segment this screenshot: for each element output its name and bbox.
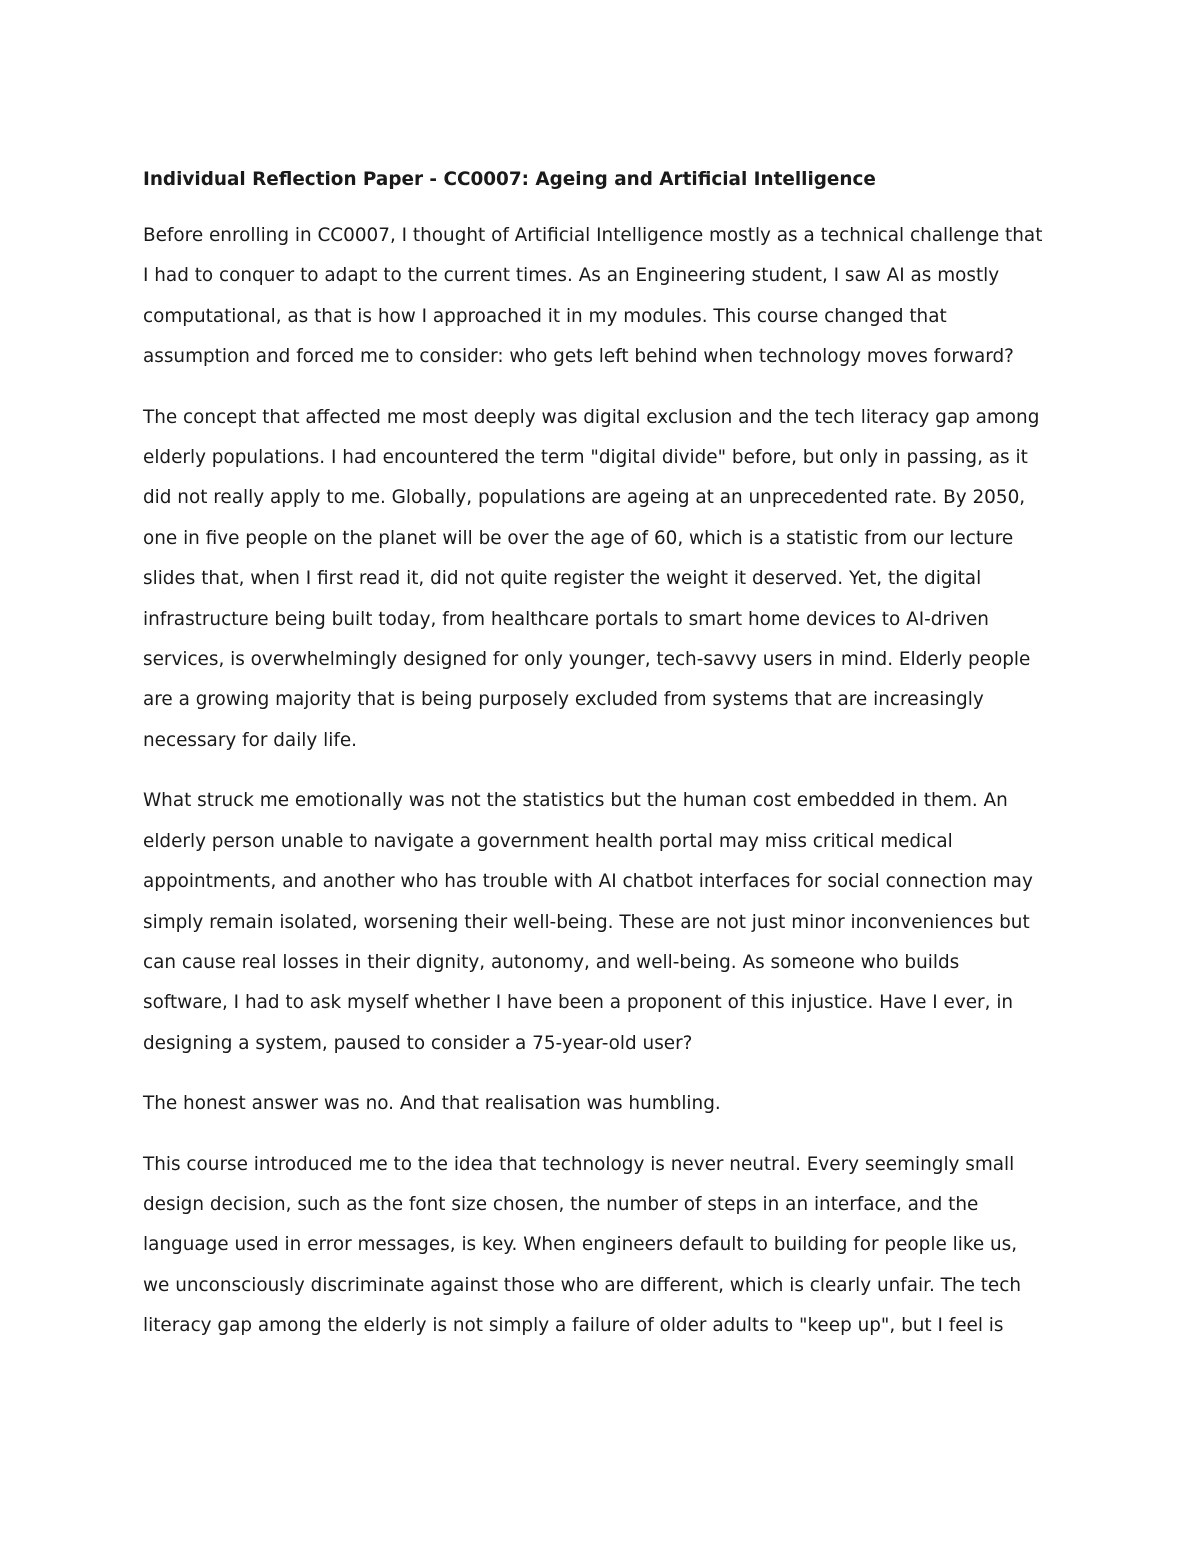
paragraph-line: designing a system, paused to consider a 75-year-old user? bbox=[143, 1032, 693, 1054]
paragraph-1 bbox=[143, 216, 1073, 378]
paragraph-line: The honest answer was no. And that realisation was humbling. bbox=[143, 1093, 721, 1115]
paragraph-line: computational, as that is how I approached it in my modules. This course changed that bbox=[143, 305, 947, 327]
paragraph-2 bbox=[143, 398, 1073, 762]
paragraph-line: appointments, and another who has trouble with AI chatbot interfaces for social connection may bbox=[143, 871, 1033, 893]
paragraph-line: What struck me emotionally was not the statistics but the human cost embedded in them. An bbox=[143, 790, 1008, 812]
paragraph-line: one in five people on the planet will be over the age of 60, which is a statistic from our lecture bbox=[143, 527, 1014, 549]
paragraph-line: design decision, such as the font size chosen, the number of steps in an interface, and the bbox=[143, 1193, 979, 1215]
paragraph-line: necessary for daily life. bbox=[143, 729, 357, 751]
paragraph-line: infrastructure being built today, from healthcare portals to smart home devices to AI-driven bbox=[143, 608, 989, 630]
document-title: Individual Reflection Paper - CC0007: Ageing and Artificial Intelligence bbox=[143, 169, 876, 190]
paragraph-line: The concept that affected me most deeply was digital exclusion and the tech literacy gap among bbox=[143, 406, 1040, 428]
paragraph-line: software, I had to ask myself whether I have been a proponent of this injustice. Have I ever, in bbox=[143, 992, 1014, 1014]
paragraph-line: I had to conquer to adapt to the current times. As an Engineering student, I saw AI as mostly bbox=[143, 265, 1000, 287]
paragraph-line: elderly person unable to navigate a government health portal may miss critical medical bbox=[143, 830, 953, 852]
paragraph-line: are a growing majority that is being purposely excluded from systems that are increasingly bbox=[143, 689, 984, 711]
paragraph-line: can cause real losses in their dignity, autonomy, and well-being. As someone who builds bbox=[143, 951, 960, 973]
paragraph-line: did not really apply to me. Globally, populations are ageing at an unprecedented rate. By 2050, bbox=[143, 487, 1026, 509]
paragraph-line: assumption and forced me to consider: who gets left behind when technology moves forward? bbox=[143, 346, 1014, 368]
paragraph-line: Before enrolling in CC0007, I thought of Artificial Intelligence mostly as a technical challenge that bbox=[143, 225, 1043, 246]
paragraph-line: language used in error messages, is key. When engineers default to building for people like us, bbox=[143, 1234, 1018, 1256]
paragraph-line: services, is overwhelmingly designed for only younger, tech-savvy users in mind. Elderly people bbox=[143, 649, 1031, 671]
paragraph-line: simply remain isolated, worsening their well-being. These are not just minor inconveniences but bbox=[143, 911, 1030, 933]
paragraph-line: slides that, when I first read it, did not quite register the weight it deserved. Yet, the digital bbox=[143, 568, 982, 590]
document-body bbox=[143, 164, 1073, 1367]
paragraph-line: literacy gap among the elderly is not simply a failure of older adults to "keep up", but I feel is bbox=[143, 1315, 1004, 1337]
paragraph-5 bbox=[143, 1145, 1073, 1347]
paragraph-3 bbox=[143, 781, 1073, 1064]
paragraph-line: elderly populations. I had encountered the term "digital divide" before, but only in passing, as it bbox=[143, 447, 1028, 469]
paragraph-4 bbox=[143, 1084, 1073, 1124]
paragraph-line: we unconsciously discriminate against those who are different, which is clearly unfair. The tech bbox=[143, 1274, 1022, 1296]
paragraph-line: This course introduced me to the idea that technology is never neutral. Every seemingly small bbox=[143, 1153, 1015, 1175]
